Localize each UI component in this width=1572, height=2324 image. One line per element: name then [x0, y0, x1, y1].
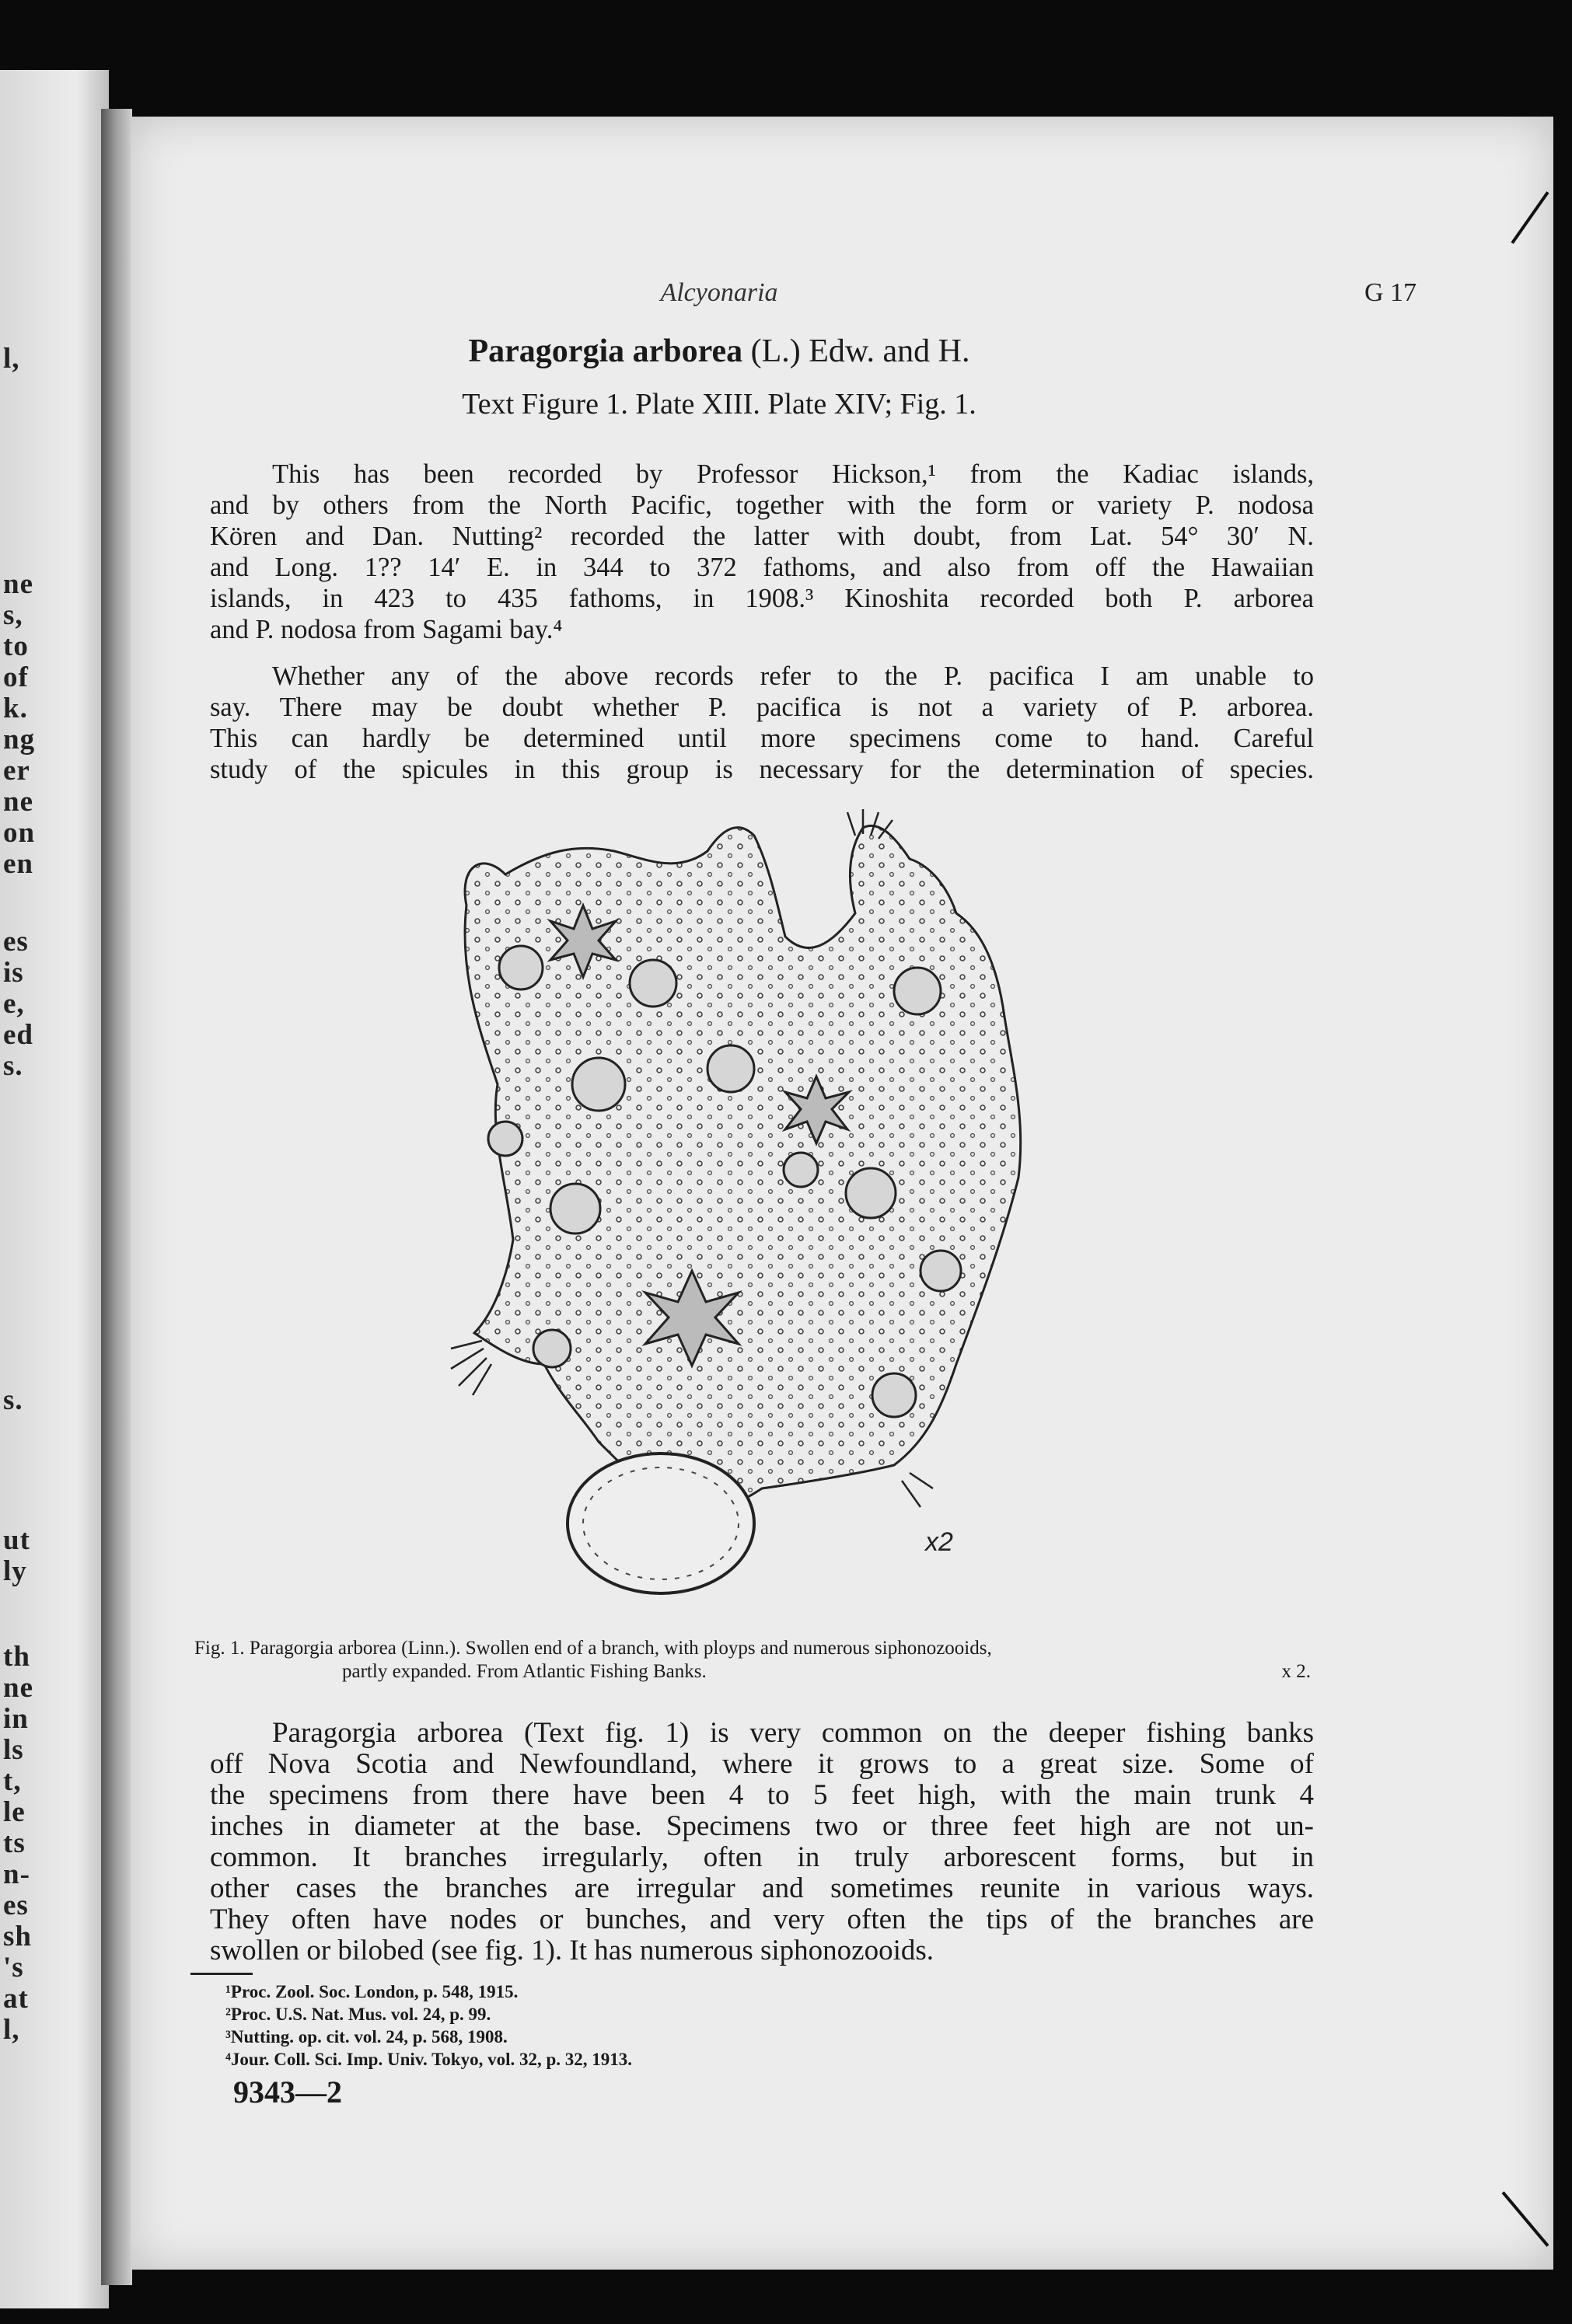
footnotes	[225, 1980, 632, 2071]
facing-page-fragment: is	[3, 957, 24, 989]
text-line: study of the spicules in this group is necessary for the determination of species.	[210, 755, 1314, 784]
text-line: say. There may be doubt whether P. pacifica is not a variety of P. arborea.	[210, 693, 1314, 722]
footnote: ⁴Jour. Coll. Sci. Imp. Univ. Tokyo, vol. 32, p. 32, 1913.	[225, 2050, 633, 2069]
paragraph-records	[210, 459, 1314, 645]
species-name: Paragorgia arborea	[468, 333, 743, 369]
facing-page-fragment: er	[3, 755, 30, 787]
facing-page-fragment: on	[3, 817, 36, 849]
text-line: and P. nodosa from Sagami bay.⁴	[210, 615, 563, 644]
text-line: swollen or bilobed (see fig. 1). It has numerous siphonozooids.	[210, 1935, 934, 1966]
facing-page-fragment: ly	[3, 1555, 27, 1587]
facing-page-fragment: n-	[3, 1858, 30, 1890]
facing-page-fragment: l,	[3, 343, 20, 375]
caption-line: Fig. 1. Paragorgia arborea (Linn.). Swollen end of a branch, with ployps and numerous siphonozooids,	[194, 1638, 992, 1659]
text-line: They often have nodes or bunches, and very often the tips of the branches are	[210, 1904, 1314, 1935]
text-line: This has been recorded by Professor Hickson,¹ from the Kadiac islands,	[272, 459, 1314, 489]
text-line: Kören and Dan. Nutting² recorded the latter with doubt, from Lat. 54° 30′ N.	[210, 522, 1314, 551]
text-line: inches in diameter at the base. Specimens two or three feet high are not un-	[210, 1810, 1314, 1842]
paragraph-description	[210, 1718, 1314, 1966]
figure-caption	[194, 1637, 1329, 1684]
facing-page-fragment: th	[3, 1641, 30, 1673]
facing-page-fragment: ne	[3, 1672, 33, 1704]
facing-page-fragment: ne	[3, 568, 33, 600]
species-title	[0, 333, 1438, 370]
facing-page-fragment: ls	[3, 1734, 24, 1766]
text-line: other cases the branches are irregular and sometimes reunite in various ways.	[210, 1872, 1314, 1904]
text-line: and Long. 1?? 14′ E. in 344 to 372 fathoms, and also from off the Hawaiian	[210, 553, 1314, 582]
facing-page-fragment: of	[3, 661, 29, 693]
facing-page-fragment: ed	[3, 1019, 33, 1051]
caption-line: partly expanded. From Atlantic Fishing Banks.	[342, 1661, 707, 1682]
footnote: ³Nutting. op. cit. vol. 24, p. 568, 1908.	[225, 2027, 508, 2047]
text-line: Whether any of the above records refer to the P. pacifica I am unable to	[272, 661, 1314, 691]
text-line: This can hardly be determined until more specimens come to hand. Careful	[210, 724, 1314, 753]
text-line: the specimens from there have been 4 to 5 feet high, with the main trunk 4	[210, 1779, 1314, 1811]
species-authority: (L.) Edw. and H.	[750, 333, 970, 369]
caption-magnification: x 2.	[1281, 1661, 1311, 1682]
cut-branch-end	[568, 1453, 754, 1593]
facing-page-fragment: 's	[3, 1952, 24, 1984]
printer-signature-mark: 9343—2	[233, 2075, 342, 2109]
facing-page-fragment: ne	[3, 786, 33, 818]
facing-page-fragment: es	[3, 926, 29, 958]
paragraph-pacifica	[210, 661, 1314, 785]
facing-page-fragment: ng	[3, 724, 36, 755]
branch-outline	[465, 825, 1021, 1510]
facing-page-fragment: le	[3, 1796, 26, 1828]
text-line: and by others from the North Pacific, together with the form or variety P. nodosa	[210, 490, 1314, 520]
facing-page-fragment: ut	[3, 1524, 30, 1556]
facing-page-fragment: l,	[3, 2014, 20, 2046]
page-corner-mark	[1502, 2191, 1549, 2247]
magnification-label: x2	[925, 1527, 953, 1557]
running-header: Alcyonaria	[660, 278, 778, 307]
text-line: common. It branches irregularly, often in truly arborescent forms, but in	[210, 1841, 1314, 1873]
facing-page-fragment: en	[3, 848, 33, 880]
facing-page-fragment: s.	[3, 1050, 23, 1082]
page-corner-mark	[1511, 191, 1549, 244]
footnote: ²Proc. U.S. Nat. Mus. vol. 24, p. 99.	[225, 2005, 491, 2024]
text-line: islands, in 423 to 435 fathoms, in 1908.³ Kinoshita recorded both P. arborea	[210, 584, 1314, 613]
coral-branch-illustration	[412, 804, 1158, 1644]
footnote: ¹Proc. Zool. Soc. London, p. 548, 1915.	[225, 1982, 519, 2001]
footnote-rule	[190, 1973, 253, 1975]
facing-page-fragment: t,	[3, 1765, 22, 1797]
facing-page-fragment: s.	[3, 1384, 23, 1416]
page-number: G 17	[1364, 278, 1417, 307]
coral-drawing	[412, 804, 1158, 1644]
facing-page-fragment: ts	[3, 1827, 26, 1859]
facing-page-fragment: at	[3, 1983, 29, 2015]
text-line: off Nova Scotia and Newfoundland, where it grows to a great size. Some of	[210, 1748, 1314, 1780]
facing-page-fragment: in	[3, 1703, 29, 1735]
figure-plate-references: Text Figure 1. Plate XIII. Plate XIV; Fig. 1.	[462, 388, 976, 420]
facing-page-fragment: sh	[3, 1921, 32, 1952]
facing-page-fragment: e,	[3, 988, 25, 1020]
facing-page-fragment: s,	[3, 599, 23, 631]
text-line: Paragorgia arborea (Text fig. 1) is very common on the deeper fishing banks	[272, 1717, 1314, 1749]
facing-page-fragment: to	[3, 630, 29, 662]
book-spine	[101, 109, 132, 2285]
facing-page-fragment: es	[3, 1890, 29, 1921]
facing-page-fragment: k.	[3, 693, 28, 724]
